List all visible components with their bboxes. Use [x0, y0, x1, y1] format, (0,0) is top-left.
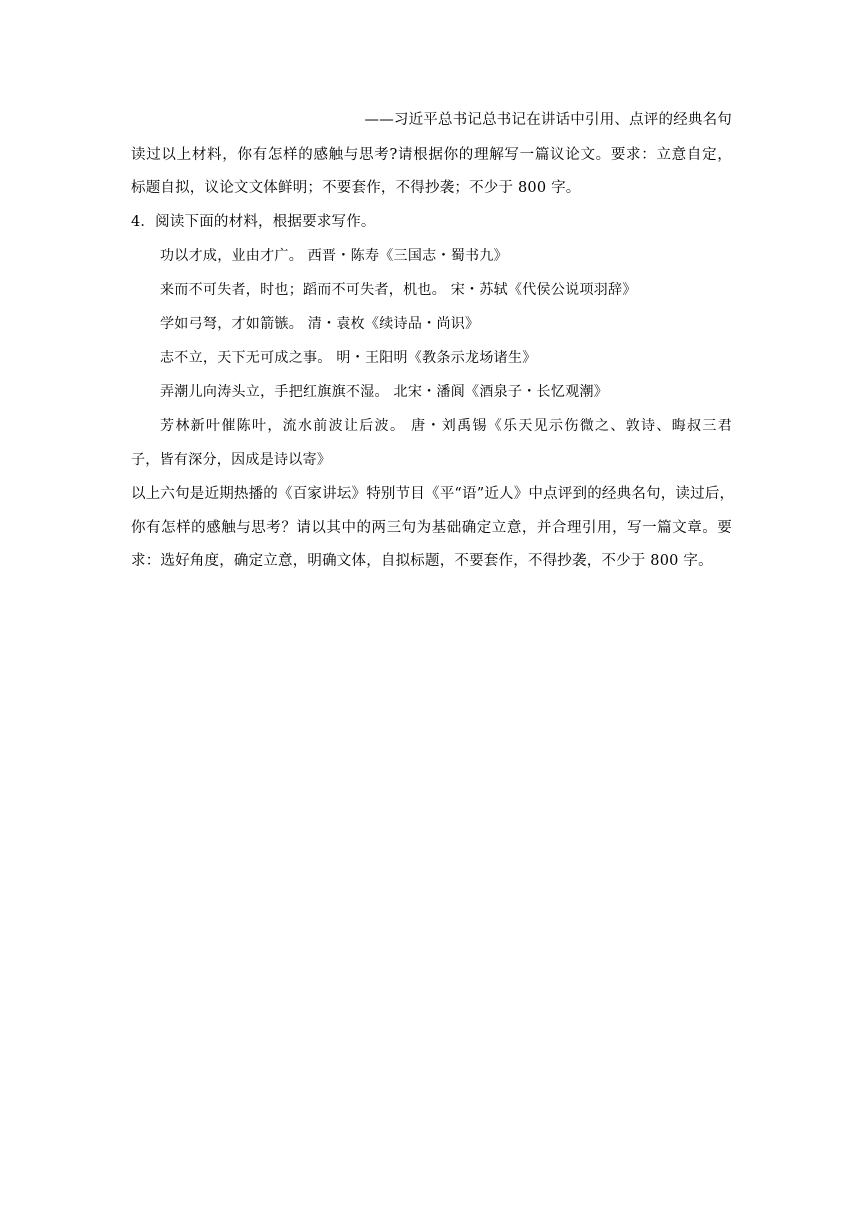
task4-prompt-line-2: 你有怎样的感触与思考？请以其中的两三句为基础确定立意，并合理引用，写一篇文章。要 [131, 520, 732, 536]
task4-prompt-line-3: 求：选好角度，确定立意，明确文体，自拟标题，不要套作，不得抄袭，不少于 800 字。 [131, 553, 713, 569]
classic-quote-6-continued: 子，皆有深分，因成是诗以寄》 [131, 452, 332, 468]
classic-quote-1: 功以才成，业由才广。 西晋・陈寿《三国志・蜀书九》 [160, 248, 508, 264]
task3-prompt-line-2: 标题自拟，议论文文体鲜明；不要套作，不得抄袭；不少于 800 字。 [131, 180, 581, 196]
classic-quote-4: 志不立，天下无可成之事。 明・王阳明《教条示龙场诸生》 [160, 350, 537, 366]
task4-prompt-line-1: 以上六句是近期热播的《百家讲坛》特别节目《平“语”近人》中点评到的经典名句，读过后， [131, 486, 735, 502]
quote-attribution: ——习近平总书记总书记在讲话中引用、点评的经典名句 [364, 112, 732, 128]
task4-heading: 4．阅读下面的材料，根据要求写作。 [131, 214, 376, 230]
task3-prompt-line-1: 读过以上材料，你有怎样的感触与思考?请根据你的理解写一篇议论文。要求：立意自定， [131, 147, 732, 163]
classic-quote-5: 弄潮儿向涛头立，手把红旗旗不湿。 北宋・潘阆《酒泉子・长忆观潮》 [160, 384, 609, 400]
classic-quote-3: 学如弓弩，才如箭镞。 清・袁枚《续诗品・尚识》 [160, 316, 480, 332]
classic-quote-2: 来而不可失者，时也；蹈而不可失者，机也。 宋・苏轼《代侯公说项羽辞》 [160, 282, 637, 298]
classic-quote-6: 芳林新叶催陈叶，流水前波让后波。 唐・刘禹锡《乐天见示伤微之、敦诗、晦叔三君 [160, 418, 732, 434]
